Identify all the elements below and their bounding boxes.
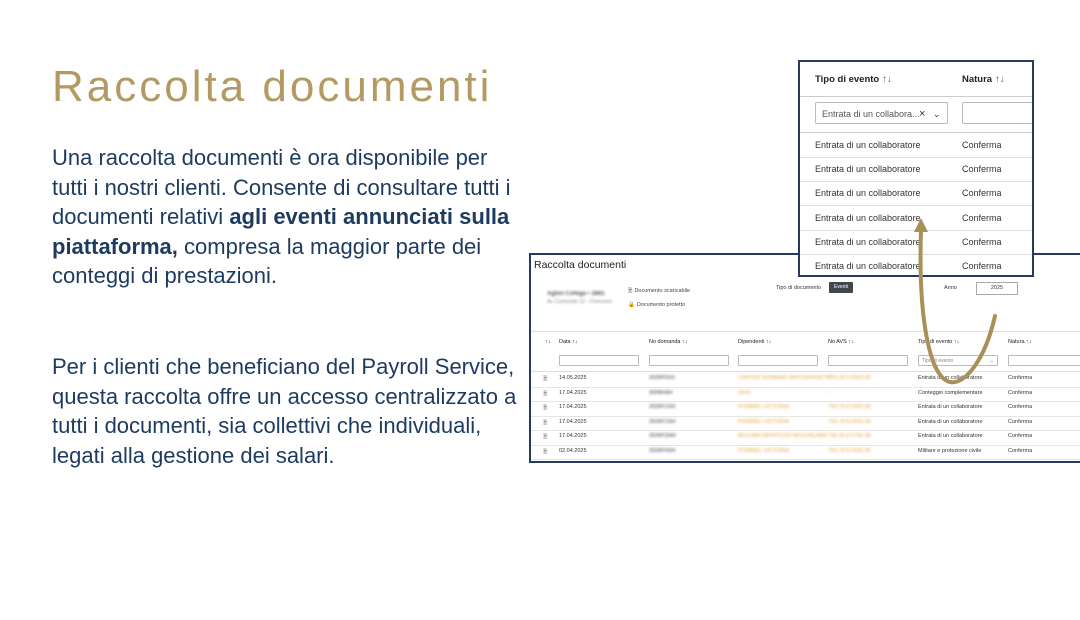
cell-avs: -	[828, 389, 830, 396]
cell-event-type: Entrata di un collaboratore	[918, 375, 983, 381]
cell-request-no: 2009H3H	[649, 389, 673, 396]
cell-date: 17.04.2025	[559, 418, 587, 425]
cell-date: 14.05.2025	[559, 375, 587, 381]
cell-event-type: Entrata di un collaboratore	[815, 164, 921, 175]
cell-employee: POMMEL VICTORIA	[738, 418, 790, 425]
cell-event-type: Entrata di un collaboratore	[815, 261, 921, 271]
sort-icon: ↑↓	[995, 74, 1005, 85]
cell-nature: Conferma	[1008, 447, 1033, 454]
sort-icon: ↑↓	[1026, 339, 1032, 345]
cell-nature: Conferma	[962, 236, 1002, 247]
file-icon: 🗎	[543, 405, 548, 411]
sort-icon: ↑↓	[572, 339, 578, 345]
zoom-col-event-label: Tipo di evento	[815, 74, 880, 85]
cell-avs: 756.30.9.0742.38	[828, 433, 871, 439]
col-nature-label: Natura	[1008, 339, 1025, 345]
sort-icon: ↑↓	[682, 339, 688, 345]
file-icon: 🗎	[543, 448, 548, 455]
file-icon: 🗎	[543, 390, 548, 397]
col-event-type-label: Tipo di evento	[918, 339, 953, 345]
chevron-down-icon: ⌄	[989, 358, 994, 364]
file-icon: 🗎	[543, 419, 548, 426]
cell-employee: ZKIH	[738, 389, 751, 396]
cell-avs: 756.79.9.0425.96	[828, 404, 871, 410]
sort-icon: ↑↓	[953, 339, 960, 345]
cell-date: 17.04.2025	[559, 404, 587, 410]
intro-text-bold: agli eventi annunciati sulla piattaforma,	[52, 204, 510, 259]
cell-event-type: Entrata di un collaboratore	[918, 418, 983, 425]
cell-avs: 756.79.9.0425.96	[828, 447, 871, 454]
col-avs-label: No AVS	[828, 339, 847, 345]
cell-event-type: Entrata di un collaboratore	[815, 188, 921, 199]
cell-employee: BECHMCHERRYLER MOUVALABA	[738, 433, 828, 439]
cell-nature: Conferma	[962, 140, 1002, 150]
company-address: Av. Cantonale 12 - Chenoves	[547, 299, 612, 305]
year-input[interactable]: 2025	[976, 282, 1018, 295]
slide-title: Raccolta documenti	[52, 62, 493, 111]
cell-event-type: Entrata di un collaboratore	[815, 212, 921, 223]
year-label: Anno	[944, 285, 957, 291]
downloadable-doc-label: Documento scaricabile	[634, 288, 691, 294]
intro-text-b: compresa la maggior parte dei conteggi di prestazioni.	[52, 233, 482, 288]
doc-type-chip[interactable]: Eventi	[829, 282, 853, 293]
event-filter-placeholder: Tipo di evento	[922, 358, 954, 364]
cell-event-type: Conteggio complementare	[918, 389, 983, 396]
sort-icon: ↑↓	[848, 339, 854, 345]
cell-nature: Conferma	[1008, 418, 1033, 425]
file-icon: 🗎	[628, 288, 633, 294]
col-request-no-label: No domanda	[649, 339, 681, 345]
cell-nature: Conferma	[1008, 375, 1033, 381]
cell-avs: 756.79.9.0425.96	[828, 418, 871, 425]
cell-avs: 756.30.9.0925.99	[828, 375, 871, 381]
screenshot-title: Raccolta documenti	[534, 259, 627, 271]
cell-nature: Conferma	[962, 212, 1002, 223]
cell-employee: POMMEL VICTORIA	[738, 404, 790, 410]
cell-nature: Conferma	[962, 261, 1002, 271]
event-type-select-value: Entrata di un collabora...	[822, 109, 920, 119]
cell-request-no: 2026F01H	[649, 375, 675, 381]
cell-request-no: 2026F0SH	[649, 447, 676, 454]
intro-text-a: Una raccolta documenti è ora disponibile per tutti i nostri clienti. Consente di consultare tutti i documenti relativi	[52, 145, 511, 229]
company-name: Aglon Cofega • 3881	[547, 291, 605, 297]
cell-event-type: Militare e protezione civile	[918, 447, 982, 454]
cell-event-type: Entrata di un collaboratore	[918, 433, 983, 439]
file-icon: 🗎	[543, 434, 548, 440]
close-icon[interactable]: ×	[919, 108, 926, 120]
zoom-col-nature-label: Natura	[962, 74, 993, 85]
protected-doc-label: Documento protetto	[636, 302, 686, 308]
cell-employee: POMMEL VICTORIA	[738, 447, 790, 454]
cell-date: 17.04.2025	[559, 389, 587, 396]
payroll-paragraph: Per i clienti che beneficiano del Payroll Service, questa raccolta offre un accesso centralizzato a tutti i documenti, sia collettivi che individuali, legati alla gestione dei salari.	[52, 354, 517, 468]
cell-date: 02.04.2025	[559, 447, 587, 454]
cell-date: 17.04.2025	[559, 433, 587, 439]
sort-icon: ↑↓	[765, 339, 772, 345]
cell-nature: Conferma	[1008, 389, 1033, 396]
cell-nature: Conferma	[962, 164, 1002, 175]
sort-all-icon[interactable]: ↑↓	[545, 339, 551, 345]
cell-event-type: Entrata di un collaboratore	[815, 236, 921, 247]
cell-event-type: Entrata di un collaboratore	[815, 140, 921, 150]
cell-event-type: Entrata di un collaboratore	[918, 404, 983, 410]
cell-request-no: 2026F2HH	[649, 433, 676, 439]
col-employees-label: Dipendenti	[738, 339, 765, 345]
cell-request-no: 2026F1SH	[649, 404, 676, 410]
col-date-label: Data	[559, 339, 571, 345]
chevron-down-icon[interactable]: ⌄	[933, 109, 941, 119]
cell-request-no: 2026F1SH	[649, 418, 676, 425]
cell-nature: Conferma	[962, 188, 1002, 199]
cell-employee: CARTER NOMMAR AMYUSHANETH	[738, 375, 831, 381]
cell-nature: Conferma	[1008, 404, 1033, 410]
file-icon: 🗎	[543, 376, 548, 382]
sort-icon: ↑↓	[882, 74, 892, 85]
doc-type-label: Tipo di documento	[776, 285, 822, 291]
cell-nature: Conferma	[1008, 433, 1033, 439]
lock-icon: 🔒	[628, 302, 635, 308]
